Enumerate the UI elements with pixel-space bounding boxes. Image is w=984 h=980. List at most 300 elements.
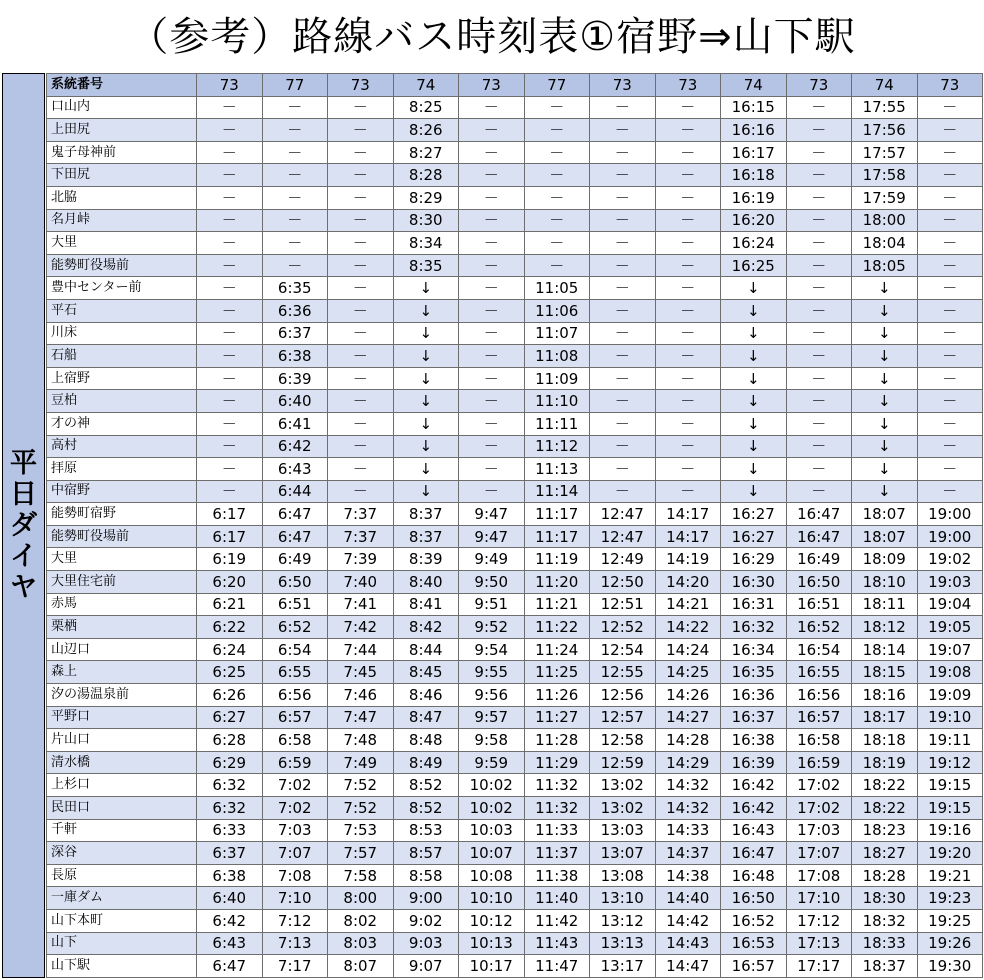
time-cell: 6:41 — [262, 412, 328, 435]
time-cell: － — [655, 299, 721, 322]
time-cell: － — [917, 164, 983, 187]
route-number-cell: 73 — [655, 74, 721, 97]
time-cell: 19:26 — [917, 932, 983, 955]
time-cell: 13:08 — [590, 864, 656, 887]
time-cell: － — [459, 322, 525, 345]
time-cell: 16:36 — [721, 684, 787, 707]
side-label-char: ダ — [10, 510, 37, 541]
time-cell: － — [786, 480, 852, 503]
time-cell: 19:23 — [917, 887, 983, 910]
time-cell: － — [197, 390, 263, 413]
time-cell: 7:58 — [328, 864, 394, 887]
time-cell: － — [197, 480, 263, 503]
time-cell: 8:58 — [393, 864, 459, 887]
time-cell: － — [786, 299, 852, 322]
time-cell: － — [590, 164, 656, 187]
time-cell: － — [197, 232, 263, 255]
table-row — [47, 887, 983, 910]
time-cell: － — [786, 390, 852, 413]
time-cell: 17:02 — [786, 797, 852, 820]
time-cell: 6:54 — [262, 638, 328, 661]
time-cell: 9:59 — [459, 751, 525, 774]
time-cell: 14:26 — [655, 684, 721, 707]
time-cell: 19:21 — [917, 864, 983, 887]
time-cell: － — [655, 322, 721, 345]
time-cell: 8:48 — [393, 729, 459, 752]
time-cell: 6:27 — [197, 706, 263, 729]
time-cell: 8:00 — [328, 887, 394, 910]
time-cell: － — [459, 412, 525, 435]
time-cell: 6:32 — [197, 797, 263, 820]
time-cell: 18:17 — [852, 706, 918, 729]
time-cell: 11:32 — [524, 797, 590, 820]
time-cell: － — [459, 299, 525, 322]
time-cell: 14:20 — [655, 571, 721, 594]
time-cell: 8:44 — [393, 638, 459, 661]
time-cell: － — [459, 254, 525, 277]
time-cell: 16:50 — [786, 571, 852, 594]
time-cell: － — [197, 435, 263, 458]
table-row — [47, 232, 983, 255]
time-cell: － — [786, 141, 852, 164]
time-cell: 11:20 — [524, 571, 590, 594]
time-cell: 8:29 — [393, 186, 459, 209]
time-cell: 9:47 — [459, 525, 525, 548]
time-cell: － — [197, 186, 263, 209]
time-cell: － — [197, 299, 263, 322]
time-cell: 12:57 — [590, 706, 656, 729]
time-cell: 14:19 — [655, 548, 721, 571]
stop-name: 山辺口 — [47, 638, 197, 661]
time-cell: － — [590, 277, 656, 300]
time-cell: 11:24 — [524, 638, 590, 661]
time-cell: 16:16 — [721, 119, 787, 142]
time-cell: ↓ — [721, 412, 787, 435]
time-cell: 11:14 — [524, 480, 590, 503]
time-cell: － — [262, 186, 328, 209]
time-cell: － — [459, 164, 525, 187]
time-cell: ↓ — [393, 367, 459, 390]
time-cell: － — [590, 367, 656, 390]
time-cell: 16:47 — [786, 503, 852, 526]
time-cell: － — [197, 367, 263, 390]
time-cell: 16:50 — [721, 887, 787, 910]
time-cell: 12:54 — [590, 638, 656, 661]
time-cell: － — [655, 458, 721, 481]
side-label-char: 平 — [10, 448, 37, 479]
time-cell: 9:52 — [459, 616, 525, 639]
time-cell: 11:33 — [524, 819, 590, 842]
time-cell: 8:42 — [393, 616, 459, 639]
stop-name: 長原 — [47, 864, 197, 887]
time-cell: 16:56 — [786, 684, 852, 707]
time-cell: 6:47 — [197, 955, 263, 978]
weekday-schedule-label — [2, 73, 45, 978]
time-cell: 13:17 — [590, 955, 656, 978]
time-cell: ↓ — [393, 277, 459, 300]
time-cell: － — [655, 186, 721, 209]
time-cell: 6:39 — [262, 367, 328, 390]
time-cell: － — [655, 367, 721, 390]
stop-name: 赤馬 — [47, 593, 197, 616]
time-cell: 8:45 — [393, 661, 459, 684]
time-cell: ↓ — [721, 277, 787, 300]
stop-name: 能勢町役場前 — [47, 254, 197, 277]
time-cell: 7:10 — [262, 887, 328, 910]
table-row — [47, 412, 983, 435]
time-cell: － — [917, 412, 983, 435]
time-cell: 6:58 — [262, 729, 328, 752]
time-cell: － — [786, 412, 852, 435]
time-cell: 6:38 — [197, 864, 263, 887]
time-cell: 14:21 — [655, 593, 721, 616]
time-cell: － — [590, 458, 656, 481]
time-cell: － — [590, 232, 656, 255]
time-cell: － — [459, 480, 525, 503]
time-cell: 6:55 — [262, 661, 328, 684]
stop-name: 森上 — [47, 661, 197, 684]
time-cell: 8:34 — [393, 232, 459, 255]
time-cell: － — [590, 141, 656, 164]
time-cell: 8:41 — [393, 593, 459, 616]
time-cell: 8:53 — [393, 819, 459, 842]
time-cell: － — [328, 480, 394, 503]
stop-name: 深谷 — [47, 842, 197, 865]
time-cell: 17:17 — [786, 955, 852, 978]
route-number-row — [47, 74, 983, 97]
time-cell: － — [917, 277, 983, 300]
time-cell: 19:30 — [917, 955, 983, 978]
time-cell: 6:21 — [197, 593, 263, 616]
time-cell: 16:48 — [721, 864, 787, 887]
time-cell: ↓ — [852, 458, 918, 481]
time-cell: 6:42 — [262, 435, 328, 458]
time-cell: 17:58 — [852, 164, 918, 187]
time-cell: 19:11 — [917, 729, 983, 752]
time-cell: 6:38 — [262, 345, 328, 368]
time-cell: 19:16 — [917, 819, 983, 842]
time-cell: 7:45 — [328, 661, 394, 684]
time-cell: － — [197, 164, 263, 187]
time-cell: － — [262, 119, 328, 142]
time-cell: 6:44 — [262, 480, 328, 503]
time-cell: 11:13 — [524, 458, 590, 481]
time-cell: － — [655, 96, 721, 119]
time-cell: 14:27 — [655, 706, 721, 729]
time-cell: 10:10 — [459, 887, 525, 910]
time-cell: － — [590, 96, 656, 119]
time-cell: － — [590, 435, 656, 458]
time-cell: 19:20 — [917, 842, 983, 865]
time-cell: － — [655, 277, 721, 300]
time-cell: 18:07 — [852, 525, 918, 548]
time-cell: － — [655, 412, 721, 435]
time-cell: 19:05 — [917, 616, 983, 639]
time-cell: － — [197, 322, 263, 345]
table-row — [47, 955, 983, 978]
stop-name: 大里住宅前 — [47, 571, 197, 594]
time-cell: 12:59 — [590, 751, 656, 774]
time-cell: － — [917, 458, 983, 481]
time-cell: ↓ — [721, 458, 787, 481]
time-cell: 19:09 — [917, 684, 983, 707]
time-cell: 11:37 — [524, 842, 590, 865]
time-cell: 9:57 — [459, 706, 525, 729]
time-cell: 6:56 — [262, 684, 328, 707]
time-cell: 18:32 — [852, 909, 918, 932]
route-number-label: 系統番号 — [47, 74, 197, 97]
time-cell: 9:07 — [393, 955, 459, 978]
time-cell: － — [655, 232, 721, 255]
table-row — [47, 932, 983, 955]
stop-name: 民田口 — [47, 797, 197, 820]
time-cell: 19:12 — [917, 751, 983, 774]
table-row — [47, 186, 983, 209]
time-cell: 11:17 — [524, 503, 590, 526]
time-cell: 7:13 — [262, 932, 328, 955]
time-cell: 8:57 — [393, 842, 459, 865]
time-cell: － — [262, 96, 328, 119]
stop-name: 一庫ダム — [47, 887, 197, 910]
route-number-cell: 77 — [262, 74, 328, 97]
time-cell: 8:27 — [393, 141, 459, 164]
time-cell: － — [197, 141, 263, 164]
stop-name: 山下本町 — [47, 909, 197, 932]
time-cell: － — [917, 119, 983, 142]
time-cell: － — [459, 390, 525, 413]
time-cell: － — [590, 299, 656, 322]
time-cell: 8:47 — [393, 706, 459, 729]
time-cell: 11:40 — [524, 887, 590, 910]
time-cell: 7:07 — [262, 842, 328, 865]
time-cell: ↓ — [393, 322, 459, 345]
time-cell: ↓ — [721, 345, 787, 368]
time-cell: 17:56 — [852, 119, 918, 142]
time-cell: 18:09 — [852, 548, 918, 571]
time-cell: 16:59 — [786, 751, 852, 774]
time-cell: － — [655, 345, 721, 368]
time-cell: 11:07 — [524, 322, 590, 345]
time-cell: 12:49 — [590, 548, 656, 571]
time-cell: － — [786, 435, 852, 458]
time-cell: 6:47 — [262, 503, 328, 526]
time-cell: ↓ — [852, 390, 918, 413]
stop-name: 中宿野 — [47, 480, 197, 503]
time-cell: － — [590, 480, 656, 503]
stop-name: 上杉口 — [47, 774, 197, 797]
time-cell: － — [786, 277, 852, 300]
time-cell: 12:55 — [590, 661, 656, 684]
time-cell: 6:47 — [262, 525, 328, 548]
time-cell: － — [917, 390, 983, 413]
table-row — [47, 345, 983, 368]
time-cell: 8:26 — [393, 119, 459, 142]
time-cell: 16:17 — [721, 141, 787, 164]
time-cell: － — [524, 119, 590, 142]
time-cell: － — [655, 164, 721, 187]
time-cell: － — [917, 186, 983, 209]
time-cell: 11:28 — [524, 729, 590, 752]
time-cell: 7:02 — [262, 797, 328, 820]
time-cell: ↓ — [721, 435, 787, 458]
time-cell: － — [590, 254, 656, 277]
time-cell: － — [262, 209, 328, 232]
time-cell: 6:29 — [197, 751, 263, 774]
time-cell: 8:37 — [393, 503, 459, 526]
stop-name: 石船 — [47, 345, 197, 368]
time-cell: 19:08 — [917, 661, 983, 684]
time-cell: 11:08 — [524, 345, 590, 368]
time-cell: － — [328, 277, 394, 300]
time-cell: 18:33 — [852, 932, 918, 955]
time-cell: － — [917, 480, 983, 503]
time-cell: ↓ — [393, 458, 459, 481]
stop-name: 鬼子母神前 — [47, 141, 197, 164]
time-cell: － — [655, 480, 721, 503]
time-cell: 10:03 — [459, 819, 525, 842]
time-cell: 7:42 — [328, 616, 394, 639]
stop-name: 片山口 — [47, 729, 197, 752]
time-cell: － — [524, 164, 590, 187]
route-number-cell: 73 — [590, 74, 656, 97]
time-cell: 6:42 — [197, 909, 263, 932]
time-cell: － — [197, 96, 263, 119]
time-cell: 16:57 — [721, 955, 787, 978]
time-cell: － — [917, 435, 983, 458]
side-label-char: ヤ — [10, 572, 37, 603]
time-cell: 18:23 — [852, 819, 918, 842]
time-cell: 14:37 — [655, 842, 721, 865]
stop-name: 高村 — [47, 435, 197, 458]
time-cell: 6:25 — [197, 661, 263, 684]
stop-name: 山下駅 — [47, 955, 197, 978]
time-cell: － — [459, 232, 525, 255]
time-cell: 11:32 — [524, 774, 590, 797]
stop-name: 汐の湯温泉前 — [47, 684, 197, 707]
time-cell: 11:43 — [524, 932, 590, 955]
table-row — [47, 571, 983, 594]
time-cell: 7:49 — [328, 751, 394, 774]
time-cell: 14:33 — [655, 819, 721, 842]
time-cell: 6:17 — [197, 503, 263, 526]
table-row — [47, 864, 983, 887]
time-cell: 6:43 — [197, 932, 263, 955]
time-cell: 14:17 — [655, 525, 721, 548]
time-cell: 6:26 — [197, 684, 263, 707]
table-row — [47, 209, 983, 232]
time-cell: － — [328, 435, 394, 458]
time-cell: 17:07 — [786, 842, 852, 865]
time-cell: 10:02 — [459, 797, 525, 820]
time-cell: － — [328, 209, 394, 232]
time-cell: 8:07 — [328, 955, 394, 978]
time-cell: 18:04 — [852, 232, 918, 255]
time-cell: 14:25 — [655, 661, 721, 684]
time-cell: － — [917, 322, 983, 345]
time-cell: 8:46 — [393, 684, 459, 707]
time-cell: － — [459, 119, 525, 142]
time-cell: － — [524, 209, 590, 232]
time-cell: 8:35 — [393, 254, 459, 277]
time-cell: 11:25 — [524, 661, 590, 684]
time-cell: 14:32 — [655, 797, 721, 820]
time-cell: 11:09 — [524, 367, 590, 390]
time-cell: 7:39 — [328, 548, 394, 571]
time-cell: 10:07 — [459, 842, 525, 865]
table-row — [47, 480, 983, 503]
time-cell: 6:37 — [262, 322, 328, 345]
time-cell: 11:21 — [524, 593, 590, 616]
time-cell: － — [197, 277, 263, 300]
route-number-cell: 73 — [459, 74, 525, 97]
table-row — [47, 593, 983, 616]
time-cell: － — [197, 254, 263, 277]
stop-name: 下田尻 — [47, 164, 197, 187]
time-cell: ↓ — [721, 480, 787, 503]
time-cell: 18:22 — [852, 774, 918, 797]
time-cell: ↓ — [852, 277, 918, 300]
time-cell: 16:43 — [721, 819, 787, 842]
time-cell: 19:15 — [917, 797, 983, 820]
time-cell: 16:34 — [721, 638, 787, 661]
table-row — [47, 684, 983, 707]
time-cell: － — [197, 412, 263, 435]
time-cell: 19:04 — [917, 593, 983, 616]
time-cell: 6:57 — [262, 706, 328, 729]
time-cell: 16:57 — [786, 706, 852, 729]
time-cell: － — [328, 390, 394, 413]
time-cell: 9:55 — [459, 661, 525, 684]
time-cell: 7:37 — [328, 525, 394, 548]
time-cell: － — [590, 119, 656, 142]
time-cell: 19:03 — [917, 571, 983, 594]
time-cell: － — [590, 209, 656, 232]
time-cell: 9:02 — [393, 909, 459, 932]
time-cell: 6:17 — [197, 525, 263, 548]
time-cell: － — [655, 209, 721, 232]
time-cell: 7:02 — [262, 774, 328, 797]
time-cell: － — [197, 458, 263, 481]
time-cell: － — [917, 299, 983, 322]
time-cell: － — [917, 345, 983, 368]
time-cell: 6:20 — [197, 571, 263, 594]
time-cell: － — [524, 141, 590, 164]
time-cell: 12:52 — [590, 616, 656, 639]
time-cell: 8:03 — [328, 932, 394, 955]
time-cell: － — [459, 367, 525, 390]
time-cell: 14:24 — [655, 638, 721, 661]
time-cell: 14:17 — [655, 503, 721, 526]
time-cell: 14:42 — [655, 909, 721, 932]
table-row — [47, 909, 983, 932]
time-cell: 16:47 — [721, 842, 787, 865]
time-cell: － — [524, 96, 590, 119]
time-cell: 16:53 — [721, 932, 787, 955]
time-cell: － — [917, 141, 983, 164]
table-row — [47, 367, 983, 390]
time-cell: ↓ — [852, 299, 918, 322]
time-cell: ↓ — [721, 299, 787, 322]
time-cell: 11:05 — [524, 277, 590, 300]
time-cell: ↓ — [852, 345, 918, 368]
stop-name: 上田尻 — [47, 119, 197, 142]
route-number-cell: 74 — [393, 74, 459, 97]
time-cell: ↓ — [852, 412, 918, 435]
time-cell: 16:20 — [721, 209, 787, 232]
time-cell: 18:22 — [852, 797, 918, 820]
stop-name: 北脇 — [47, 186, 197, 209]
time-cell: 17:02 — [786, 774, 852, 797]
